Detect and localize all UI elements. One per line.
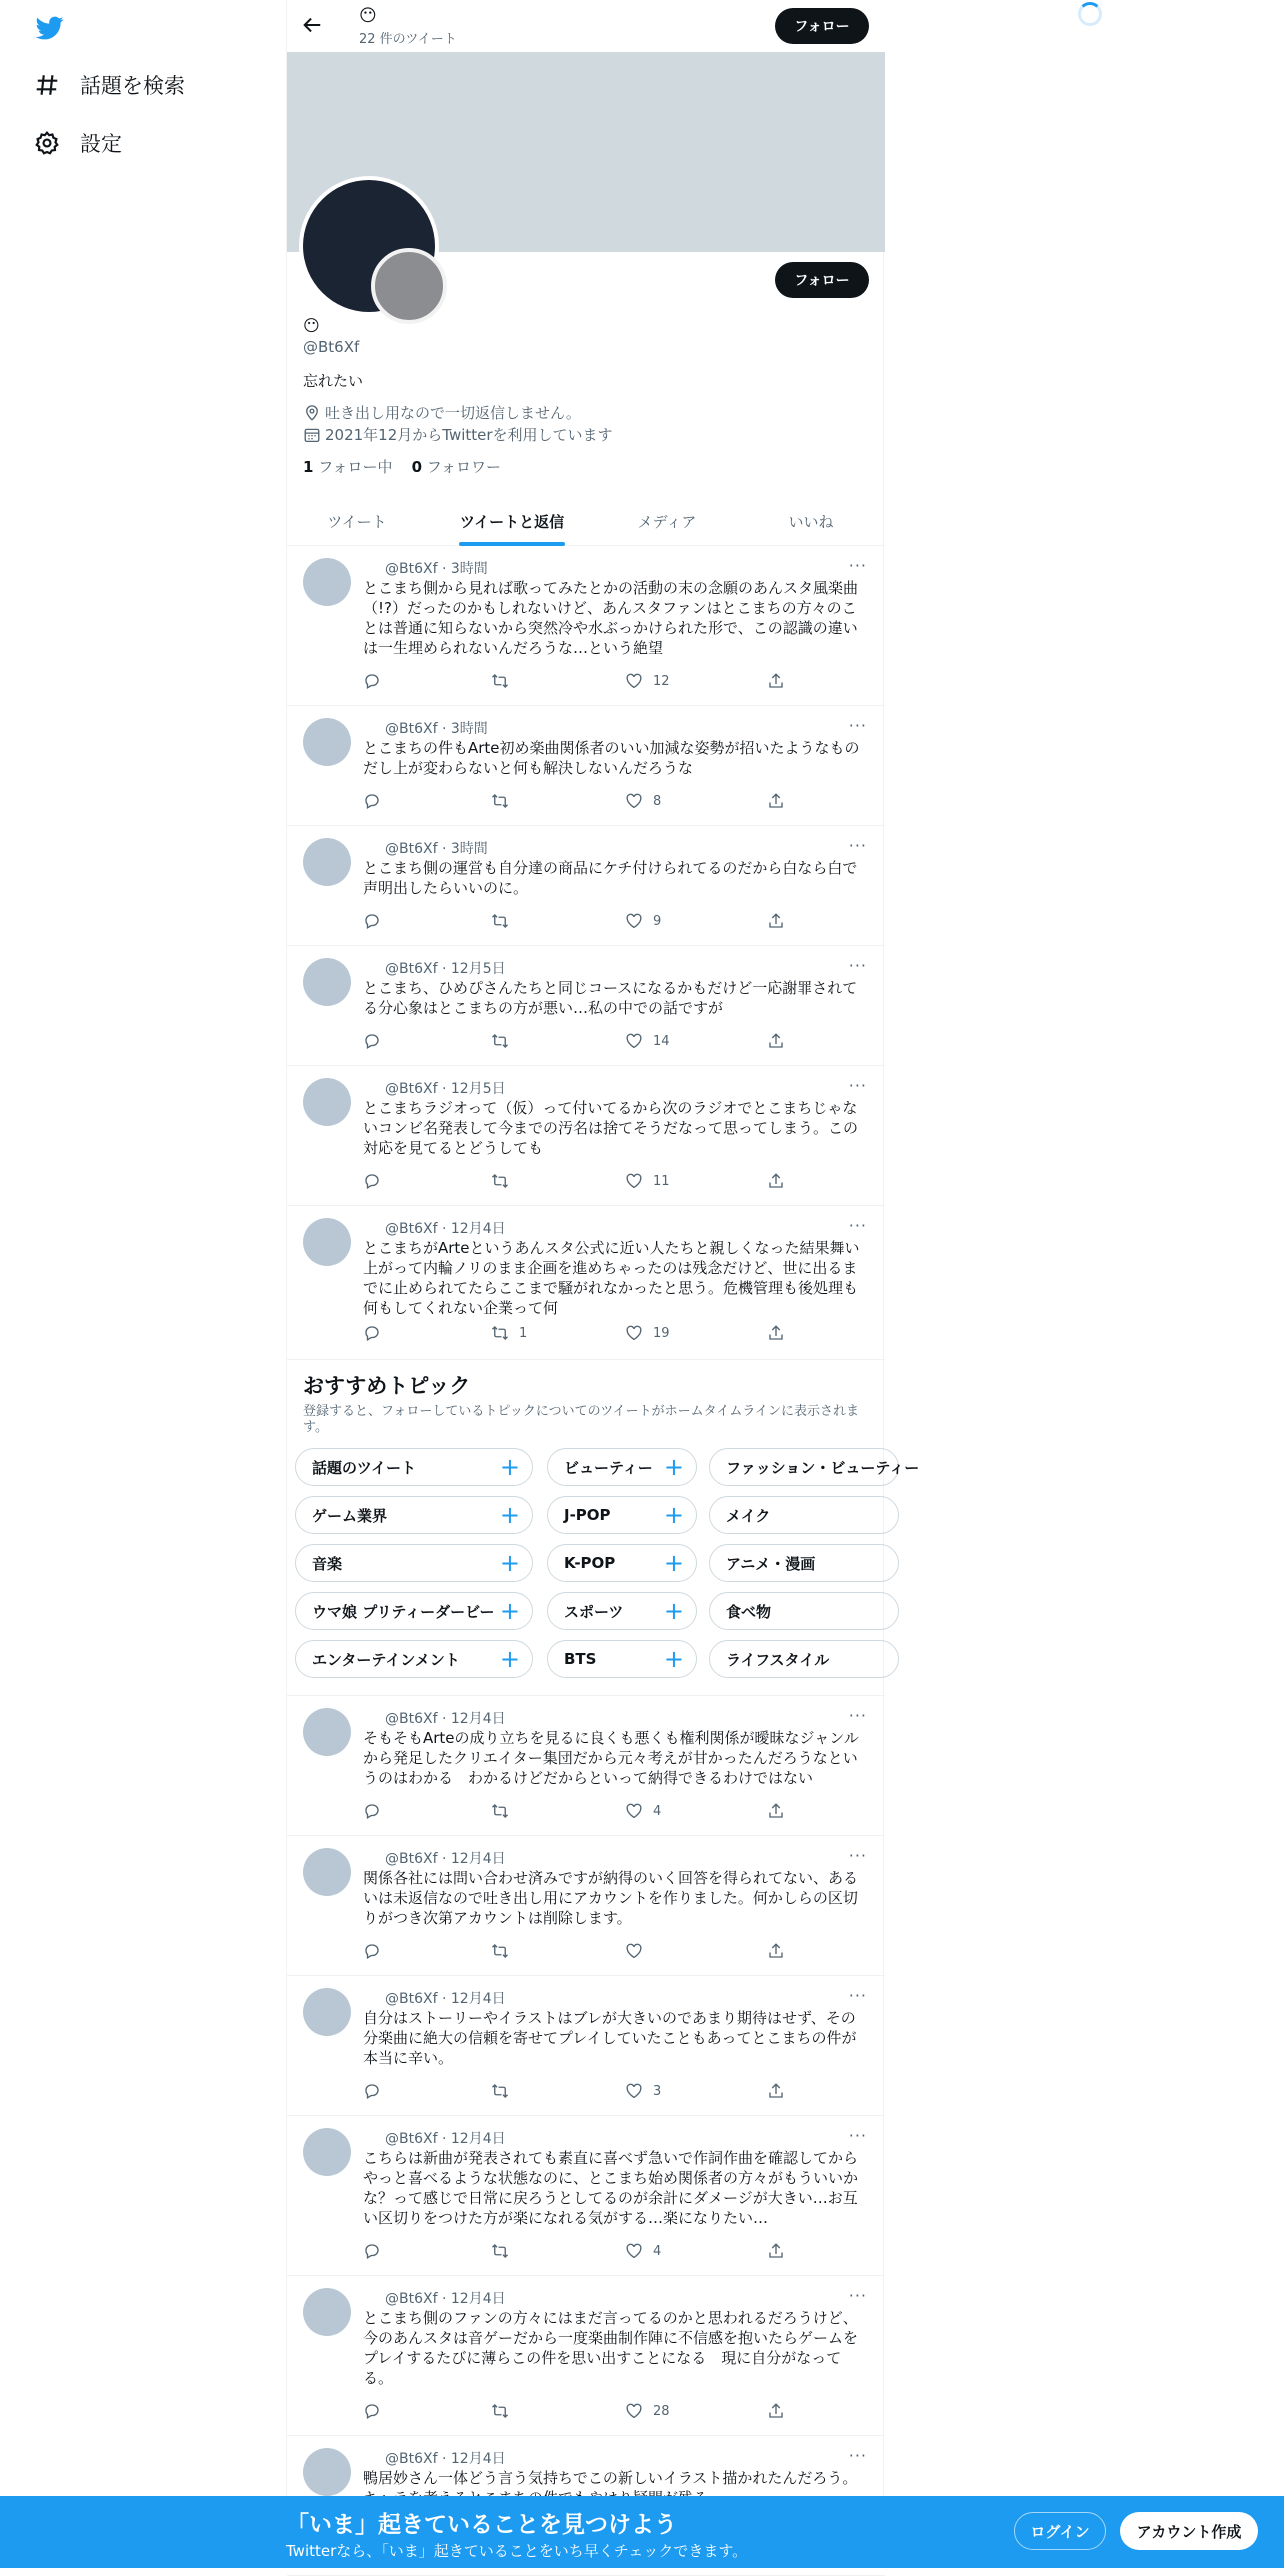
- tweet-actions: [363, 1172, 803, 1192]
- topic-chip-label: ビューティー: [564, 1458, 653, 1477]
- tweet-handle[interactable]: @Bt6Xf: [385, 1221, 438, 1237]
- tweet-text: とこまち側のファンの方々にはまだ言ってるのかと思われるだろうけど、今のあんスタは音ゲーだから一度楽曲制作陣に不信感を抱いたらゲームをプレイするたびに薄らこの件を思い出すことになる 現に自分がなってる。: [363, 2309, 859, 2387]
- topic-chip-label: ファッション・ビューティー: [726, 1458, 920, 1477]
- reply-button[interactable]: [363, 792, 391, 810]
- like-count: 4: [653, 1803, 662, 1819]
- heart-icon: [625, 1324, 643, 1342]
- tweet-header: @Bt6Xf · 12月4日: [385, 2131, 506, 2147]
- topic-chip[interactable]: [295, 1640, 533, 1678]
- retweet-icon: [491, 912, 509, 930]
- reply-button[interactable]: [363, 1802, 391, 1820]
- like-button[interactable]: [625, 672, 670, 690]
- tweet-actions: [363, 1324, 803, 1344]
- calendar-icon: [303, 426, 321, 444]
- heart-icon: [625, 1172, 643, 1190]
- more-icon[interactable]: ···: [848, 1986, 867, 2005]
- like-button[interactable]: [625, 2402, 670, 2420]
- tweet-time[interactable]: 12月5日: [450, 961, 506, 977]
- like-button[interactable]: [625, 792, 661, 810]
- tweet-header: @Bt6Xf · 3時間: [385, 561, 488, 577]
- tab-tweets[interactable]: [287, 496, 427, 546]
- retweet-icon: [491, 2082, 509, 2100]
- share-button[interactable]: [767, 2402, 795, 2420]
- reply-icon: [363, 792, 381, 810]
- tweet[interactable]: [287, 2276, 885, 2436]
- tweet-time[interactable]: 12月4日: [450, 2131, 506, 2147]
- tweet-header: @Bt6Xf · 12月5日: [385, 961, 506, 977]
- hashtag-icon: [34, 72, 60, 98]
- retweet-button[interactable]: [491, 1802, 519, 1820]
- share-icon: [767, 1802, 785, 1820]
- heart-icon: [625, 792, 643, 810]
- tweet-actions: [363, 2242, 803, 2262]
- tweet-avatar[interactable]: [303, 838, 351, 886]
- profile-location-text: 吐き出し用なので一切返信しません。: [325, 404, 581, 422]
- share-button[interactable]: [767, 792, 795, 810]
- tweet-handle[interactable]: @Bt6Xf: [385, 961, 438, 977]
- tweet-header: @Bt6Xf · 12月4日: [385, 2451, 506, 2467]
- reply-icon: [363, 1032, 381, 1050]
- like-count: 14: [653, 1033, 670, 1049]
- reply-button[interactable]: [363, 912, 391, 930]
- like-count: 4: [653, 2243, 662, 2259]
- tweet-avatar[interactable]: [303, 1988, 351, 2036]
- tweet-time[interactable]: 12月4日: [450, 1851, 506, 1867]
- tweet-handle[interactable]: @Bt6Xf: [385, 1991, 438, 2007]
- share-button[interactable]: [767, 1802, 795, 1820]
- like-count: 28: [653, 2403, 670, 2419]
- tweet-header: @Bt6Xf · 12月4日: [385, 1991, 506, 2007]
- profile-joined-text: 2021年12月からTwitterを利用しています: [325, 426, 613, 444]
- like-button[interactable]: [625, 1032, 670, 1050]
- share-icon: [767, 2402, 785, 2420]
- share-icon: [767, 672, 785, 690]
- tweet-avatar[interactable]: [303, 718, 351, 766]
- tweet-avatar[interactable]: [303, 1218, 351, 1266]
- topic-chip[interactable]: [295, 1592, 533, 1630]
- header-name: 😶: [359, 6, 377, 26]
- tweet-time[interactable]: 12月4日: [450, 2291, 506, 2307]
- reply-icon: [363, 2242, 381, 2260]
- reply-icon: [363, 1942, 381, 1960]
- retweet-button[interactable]: [491, 1172, 519, 1190]
- tweet-time[interactable]: 12月4日: [450, 1221, 506, 1237]
- reply-icon: [363, 2082, 381, 2100]
- tweet-avatar[interactable]: [303, 1078, 351, 1126]
- like-button[interactable]: [625, 1942, 653, 1960]
- tweet-avatar[interactable]: [303, 2288, 351, 2336]
- following-count: 1: [303, 458, 314, 476]
- reply-icon: [363, 672, 381, 690]
- tweet-time[interactable]: 12月4日: [450, 1711, 506, 1727]
- tweet-header: @Bt6Xf · 12月4日: [385, 1221, 506, 1237]
- header-follow-button[interactable]: フォロー: [775, 8, 869, 44]
- tweet-actions: [363, 1032, 803, 1052]
- tweet-header: @Bt6Xf · 12月5日: [385, 1081, 506, 1097]
- followers-label: フォロワー: [426, 458, 502, 476]
- tab-likes[interactable]: [737, 496, 885, 546]
- more-icon[interactable]: ···: [848, 2126, 867, 2145]
- following-label: フォロー中: [318, 458, 393, 476]
- tweet-handle[interactable]: @Bt6Xf: [385, 2291, 438, 2307]
- more-icon[interactable]: ···: [848, 716, 867, 735]
- topic-chip[interactable]: [295, 1448, 533, 1486]
- tweet-avatar[interactable]: [303, 558, 351, 606]
- topic-chip[interactable]: [709, 1592, 899, 1630]
- tweet[interactable]: [287, 706, 885, 826]
- reply-button[interactable]: [363, 1942, 391, 1960]
- topic-chip-label: スポーツ: [564, 1602, 624, 1621]
- profile-bio: 忘れたい: [303, 372, 364, 390]
- like-button[interactable]: [625, 2242, 661, 2260]
- tab-tweets-and-replies-label: ツイートと返信: [459, 512, 565, 531]
- topic-chip-label: メイク: [726, 1506, 771, 1525]
- more-icon[interactable]: ···: [848, 1216, 867, 1235]
- topic-chip[interactable]: [547, 1448, 697, 1486]
- topic-chip-label: ライフスタイル: [726, 1650, 830, 1669]
- like-count: 3: [653, 2083, 662, 2099]
- tweet-text: こちらは新曲が発表されても素直に喜べず急いで作詞作曲を確認してからやっと喜べるような状態なのに、とこまち始め関係者の方々がもういいかな？って感じで日常に戻ろうとしてるのが余計にダメージが大きい…お互い区切りをつけた方が楽になれる気がする…楽になりたい…: [363, 2149, 859, 2227]
- tweet-actions: [363, 672, 803, 692]
- tweet[interactable]: [287, 1066, 885, 1206]
- share-button[interactable]: [767, 1942, 795, 1960]
- tweet-time[interactable]: 12月4日: [450, 1991, 506, 2007]
- tweet-text: とこまち側から見れば歌ってみたとかの活動の末の念願のあんスタ風楽曲（!?）だったのかもしれないけど、あんスタファンはとこまちの方々のことは普通に知らないから突然冷や水ぶっかけられた形で、この認識の違いは一生埋められないんだろうな…という絶望: [363, 579, 859, 657]
- topic-chip[interactable]: [547, 1496, 697, 1534]
- tab-media[interactable]: [597, 496, 737, 546]
- twitter-logo-icon[interactable]: [34, 14, 66, 42]
- profile-name: 😶: [303, 316, 320, 335]
- topic-chip-label: 音楽: [312, 1554, 343, 1573]
- tab-tweets-label: ツイート: [327, 512, 387, 531]
- gear-icon: [34, 130, 60, 156]
- share-icon: [767, 2242, 785, 2260]
- profile-handle: @Bt6Xf: [303, 338, 360, 356]
- location-pin-icon: [303, 404, 321, 422]
- tweet[interactable]: [287, 1836, 885, 1976]
- topic-chip-label: BTS: [564, 1650, 597, 1668]
- tweet-handle[interactable]: @Bt6Xf: [385, 841, 438, 857]
- reply-button[interactable]: [363, 672, 391, 690]
- heart-icon: [625, 2082, 643, 2100]
- topic-chip[interactable]: [547, 1592, 697, 1630]
- heart-icon: [625, 912, 643, 930]
- heart-icon: [625, 2242, 643, 2260]
- tweet-actions: [363, 912, 803, 932]
- retweet-icon: [491, 1802, 509, 1820]
- tweet-header: @Bt6Xf · 12月4日: [385, 2291, 506, 2307]
- tweet-text: 鴨居妙さん一体どう言う気持ちでこの新しいイラスト描かれたんだろう。: [363, 2469, 858, 2487]
- plus-icon[interactable]: +: [663, 1645, 684, 1673]
- tweet-time[interactable]: 12月5日: [450, 1081, 506, 1097]
- tweet-actions: [363, 792, 803, 812]
- reply-icon: [363, 912, 381, 930]
- main-column: [286, 0, 920, 2568]
- retweet-button[interactable]: [491, 1324, 527, 1342]
- share-icon: [767, 2082, 785, 2100]
- reply-button[interactable]: [363, 2242, 391, 2260]
- topic-chip[interactable]: [295, 1544, 533, 1582]
- nav-settings-label: 設定: [80, 132, 122, 156]
- like-count: 12: [653, 673, 670, 689]
- heart-icon: [625, 672, 643, 690]
- tweet-header: @Bt6Xf · 12月4日: [385, 1711, 506, 1727]
- retweet-icon: [491, 2242, 509, 2260]
- topic-chip[interactable]: [295, 1496, 533, 1534]
- tweet-time[interactable]: 3時間: [450, 561, 488, 577]
- topic-chip[interactable]: [709, 1448, 920, 1486]
- tweet[interactable]: [287, 826, 885, 946]
- tweet-handle[interactable]: @Bt6Xf: [385, 1711, 438, 1727]
- profile-location: [303, 402, 581, 423]
- tweet-text: そもそもArteの成り立ちを見るに良くも悪くも権利関係が曖昧なジャンルから発足したクリエイター集団だから元々考えが甘かったんだろうなというのはわかる わかるけどだからといって納得できるわけではない: [363, 1729, 859, 1787]
- plus-icon[interactable]: +: [499, 1645, 520, 1673]
- topic-chip-label: K-POP: [564, 1554, 616, 1572]
- retweet-icon: [491, 2402, 509, 2420]
- signup-prompt-bar: [0, 2496, 1284, 2568]
- profile-joined: [303, 424, 613, 445]
- signup-prompt-subtitle: Twitterなら、「いま」起きていることをいち早くチェックできます。: [286, 2542, 748, 2560]
- like-button[interactable]: [625, 912, 661, 930]
- heart-icon: [625, 1802, 643, 1820]
- tweet-text: とこまちがArteというあんスタ公式に近い人たちと親しくなった結果舞い上がって内輪ノリのまま企画を進めちゃったのは残念だけど、世に出るまでに止められてたらここまで騒がれなかったと思う。危機管理も後処理も何もしてくれない企業って何: [363, 1239, 860, 1317]
- retweet-button[interactable]: [491, 2402, 519, 2420]
- nav-explore[interactable]: [34, 70, 185, 100]
- tweet-text: 自分はストーリーやイラストはブレが大きいのであまり期待はせず、その分楽曲に絶大の信頼を寄せてプレイしていたこともあってとこまちの件が本当に辛い。: [363, 2009, 857, 2067]
- share-button[interactable]: [767, 912, 795, 930]
- followers-count: 0: [411, 458, 422, 476]
- topic-chip[interactable]: [547, 1640, 697, 1678]
- tweet-time[interactable]: 12月4日: [450, 2451, 506, 2467]
- more-icon[interactable]: ···: [848, 1706, 867, 1725]
- retweet-button[interactable]: [491, 2242, 519, 2260]
- back-arrow-icon[interactable]: [301, 14, 323, 36]
- tweet[interactable]: [287, 1976, 885, 2116]
- share-icon: [767, 792, 785, 810]
- tweet[interactable]: [287, 1696, 885, 1836]
- like-count: 8: [653, 793, 662, 809]
- retweet-icon: [491, 1172, 509, 1190]
- retweet-icon: [491, 1942, 509, 1960]
- topic-chip-label: 話題のツイート: [312, 1458, 416, 1477]
- like-button[interactable]: [625, 1324, 670, 1342]
- nav-settings[interactable]: [34, 128, 122, 158]
- header-tweet-count: 22 件のツイート: [359, 32, 457, 47]
- nav-explore-label: 話題を検索: [80, 74, 185, 98]
- tweet-header: @Bt6Xf · 3時間: [385, 841, 488, 857]
- reply-button[interactable]: [363, 1032, 391, 1050]
- reply-icon: [363, 2402, 381, 2420]
- followers-link[interactable]: [412, 458, 501, 476]
- plus-icon[interactable]: +: [663, 1549, 684, 1577]
- topic-chip-label: エンターテインメント: [312, 1650, 460, 1669]
- tweet-avatar[interactable]: [303, 1708, 351, 1756]
- topic-chip[interactable]: [547, 1544, 697, 1582]
- profile-follow-button[interactable]: フォロー: [775, 262, 869, 298]
- retweet-button[interactable]: [491, 912, 519, 930]
- tweet-text: 関係各社には問い合わせ済みですが納得のいく回答を得られてない、あるいは未返信なので吐き出し用にアカウントを作りました。何かしらの区切りがつき次第アカウントは削除します。: [363, 1869, 859, 1927]
- heart-icon: [625, 2402, 643, 2420]
- tweet-text: とこまち、ひめぴさんたちと同じコースになるかもだけど一応謝罪されてる分心象はとこまちの方が悪い…私の中での話ですが: [363, 979, 858, 1017]
- more-icon[interactable]: ···: [848, 1846, 867, 1865]
- plus-icon[interactable]: +: [499, 1453, 520, 1481]
- tweet[interactable]: [287, 946, 885, 1066]
- tweet-time[interactable]: 3時間: [450, 841, 488, 857]
- tweet-actions: [363, 2402, 803, 2422]
- signup-button[interactable]: アカウント作成: [1120, 2512, 1258, 2550]
- retweet-icon: [491, 1324, 509, 1342]
- plus-icon[interactable]: +: [499, 1597, 520, 1625]
- profile-tabs: [287, 496, 885, 546]
- topic-chip-label: ゲーム業界: [312, 1506, 388, 1525]
- tweet-time[interactable]: 3時間: [450, 721, 488, 737]
- tweet-handle[interactable]: @Bt6Xf: [385, 2131, 438, 2147]
- tweet-text: とこまちラジオって（仮）って付いてるから次のラジオでとこまちじゃないコンビ名発表して今までの汚名は捨てそうだなって思ってしまう。この対応を見てるとどうしても: [363, 1099, 859, 1157]
- signup-prompt-title: 「いま」起きていることを見つけよう: [286, 2512, 677, 2538]
- tweet-handle[interactable]: @Bt6Xf: [385, 1081, 438, 1097]
- topics-title: おすすめトピック: [303, 1374, 471, 1398]
- plus-icon[interactable]: +: [663, 1453, 684, 1481]
- more-icon[interactable]: ···: [848, 1076, 867, 1095]
- share-icon: [767, 1032, 785, 1050]
- retweet-button[interactable]: [491, 792, 519, 810]
- share-button[interactable]: [767, 2242, 795, 2260]
- more-icon[interactable]: ···: [848, 2286, 867, 2305]
- tweet[interactable]: [287, 546, 885, 706]
- like-count: 9: [653, 913, 662, 929]
- retweet-button[interactable]: [491, 672, 519, 690]
- tweet-actions: [363, 1942, 803, 1962]
- topic-chip-label: アニメ・漫画: [726, 1554, 816, 1573]
- profile-header-bar: [287, 0, 885, 52]
- retweet-count: 1: [519, 1325, 528, 1341]
- share-icon: [767, 912, 785, 930]
- tweet-handle[interactable]: @Bt6Xf: [385, 2451, 438, 2467]
- more-icon[interactable]: ···: [848, 836, 867, 855]
- retweet-button[interactable]: [491, 2082, 519, 2100]
- topic-chip[interactable]: [709, 1496, 899, 1534]
- more-icon[interactable]: ···: [848, 556, 867, 575]
- loading-spinner-icon: [1078, 2, 1102, 26]
- reply-icon: [363, 1324, 381, 1342]
- topic-chip-label: ウマ娘 プリティーダービー: [312, 1602, 495, 1621]
- tab-media-label: メディア: [637, 512, 697, 531]
- tweet-actions: [363, 2082, 803, 2102]
- more-icon[interactable]: ···: [848, 2446, 867, 2465]
- tweet-avatar[interactable]: [303, 958, 351, 1006]
- tweet-header: @Bt6Xf · 3時間: [385, 721, 488, 737]
- login-button[interactable]: ログイン: [1014, 2512, 1106, 2550]
- like-button[interactable]: [625, 1172, 670, 1190]
- follow-stats: [303, 456, 501, 477]
- tweet[interactable]: [287, 1206, 885, 1360]
- profile-avatar[interactable]: [299, 176, 439, 316]
- like-button[interactable]: [625, 2082, 661, 2100]
- tweet-handle[interactable]: @Bt6Xf: [385, 721, 438, 737]
- share-button[interactable]: [767, 672, 795, 690]
- plus-icon[interactable]: +: [499, 1549, 520, 1577]
- tweet[interactable]: [287, 2116, 885, 2276]
- retweet-button[interactable]: [491, 1942, 519, 1960]
- heart-icon: [625, 1032, 643, 1050]
- retweet-button[interactable]: [491, 1032, 519, 1050]
- more-icon[interactable]: ···: [848, 956, 867, 975]
- tweet-actions: [363, 1802, 803, 1822]
- plus-icon[interactable]: +: [663, 1501, 684, 1529]
- like-count: 11: [653, 1173, 670, 1189]
- reply-button[interactable]: [363, 1172, 391, 1190]
- recommended-topics: [287, 1360, 920, 1696]
- share-icon: [767, 1324, 785, 1342]
- retweet-icon: [491, 672, 509, 690]
- tweet-handle[interactable]: @Bt6Xf: [385, 561, 438, 577]
- share-button[interactable]: [767, 2082, 795, 2100]
- reply-icon: [363, 1172, 381, 1190]
- share-button[interactable]: [767, 1324, 795, 1342]
- tweet-header: @Bt6Xf · 12月4日: [385, 1851, 506, 1867]
- tweet-avatar[interactable]: [303, 2128, 351, 2176]
- reply-button[interactable]: [363, 1324, 391, 1342]
- tweet-avatar[interactable]: [303, 2448, 351, 2496]
- like-button[interactable]: [625, 1802, 661, 1820]
- retweet-icon: [491, 792, 509, 810]
- share-button[interactable]: [767, 1032, 795, 1050]
- topic-chip-label: 食べ物: [726, 1602, 772, 1621]
- heart-icon: [625, 1942, 643, 1960]
- retweet-icon: [491, 1032, 509, 1050]
- tweet-avatar[interactable]: [303, 1848, 351, 1896]
- topic-chip-label: J-POP: [564, 1506, 611, 1524]
- tab-tweets-and-replies[interactable]: [427, 496, 597, 546]
- plus-icon[interactable]: +: [663, 1597, 684, 1625]
- topic-chip[interactable]: [709, 1640, 899, 1678]
- topics-subtitle: 登録すると、フォローしているトピックについてのツイートがホームタイムラインに表示されます。: [303, 1404, 860, 1435]
- reply-icon: [363, 1802, 381, 1820]
- tweet-handle[interactable]: @Bt6Xf: [385, 1851, 438, 1867]
- reply-button[interactable]: [363, 2082, 391, 2100]
- share-icon: [767, 1172, 785, 1190]
- tweet-text: とこまち側の運営も自分達の商品にケチ付けられてるのだから白なら白で声明出したらいいのに。: [363, 859, 858, 897]
- following-link[interactable]: [303, 458, 392, 476]
- like-count: 19: [653, 1325, 670, 1341]
- tweet-text: とこまちの件もArte初め楽曲関係者のいい加減な姿勢が招いたようなものだし上が変わらないと何も解決しないんだろうな: [363, 739, 860, 777]
- topic-chip[interactable]: [709, 1544, 899, 1582]
- plus-icon[interactable]: +: [499, 1501, 520, 1529]
- tab-likes-label: いいね: [788, 512, 834, 531]
- reply-button[interactable]: [363, 2402, 391, 2420]
- share-button[interactable]: [767, 1172, 795, 1190]
- share-icon: [767, 1942, 785, 1960]
